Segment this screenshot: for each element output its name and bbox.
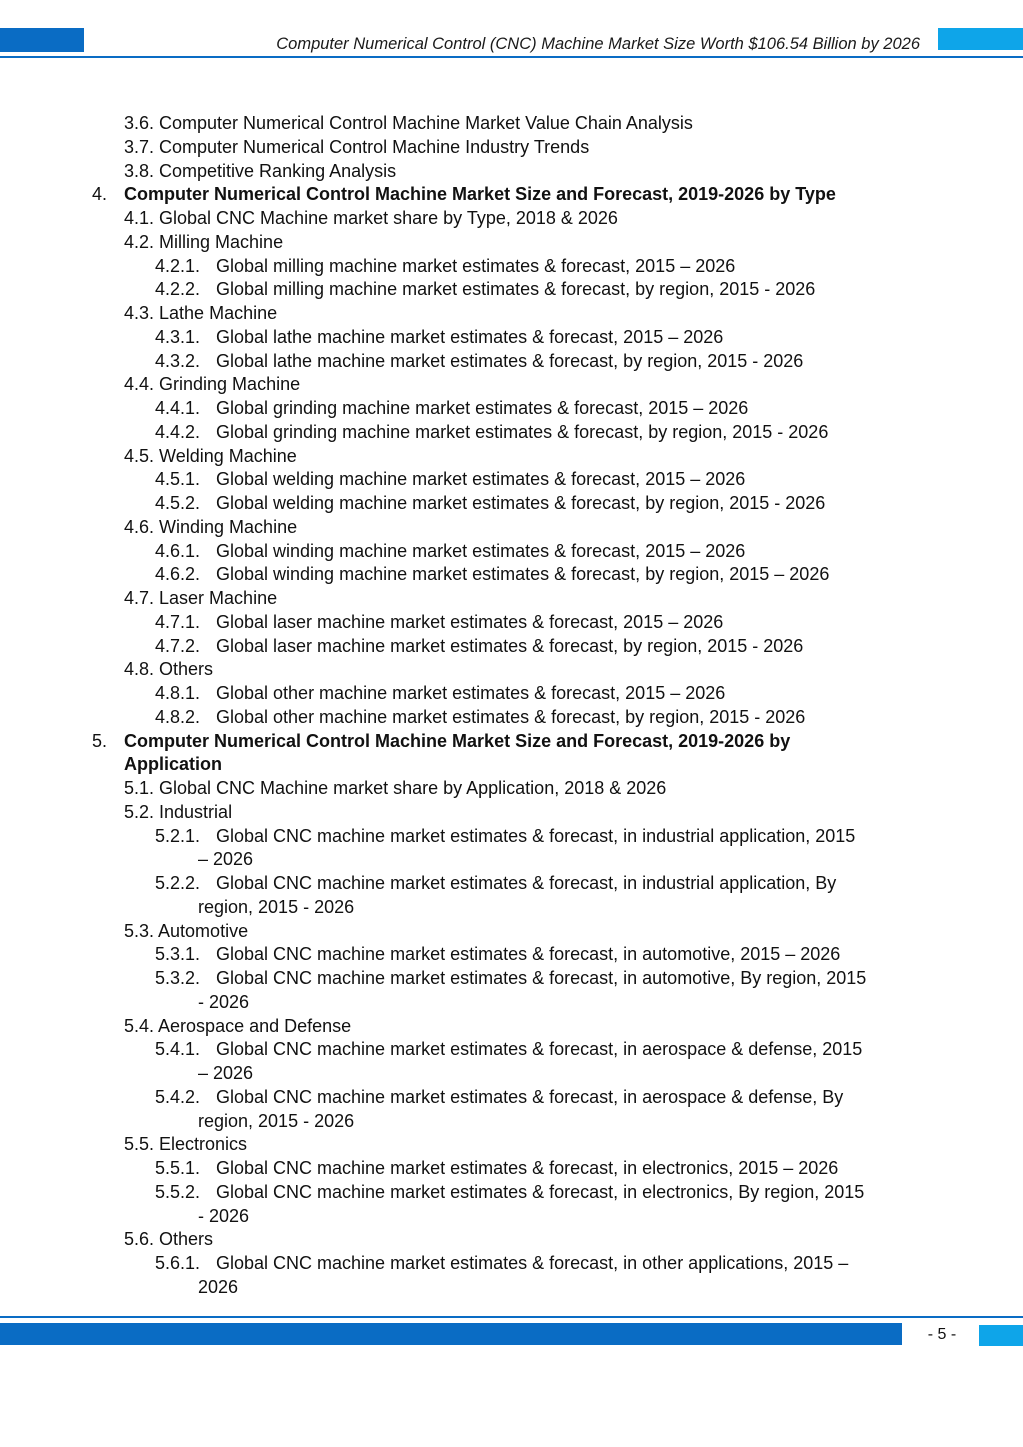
page-number: - 5 - <box>927 1326 957 1343</box>
toc-entry-number: 5.3.1. <box>155 944 201 965</box>
toc-entry-number: 4.3.1. <box>155 326 201 347</box>
toc-entry-level-3 <box>0 635 1023 659</box>
toc-entry-continuation-text: region, 2015 - 2026 <box>198 1110 355 1131</box>
toc-entry-text: 5.3. Automotive <box>124 920 249 941</box>
toc-entry-text: 4.8. Others <box>124 659 214 680</box>
toc-entry-level-3 <box>0 1086 1023 1110</box>
toc-entry-level-3 <box>0 350 1023 374</box>
document-header-title: Computer Numerical Control (CNC) Machine Market Size Worth $106.54 Billion by 2026 <box>276 35 920 53</box>
toc-entry-continuation <box>0 1276 1023 1300</box>
toc-entry-continuation-text: – 2026 <box>198 849 254 870</box>
toc-entry-level-2 <box>0 658 1023 682</box>
toc-entry-text: 3.8. Competitive Ranking Analysis <box>124 160 397 181</box>
toc-entry-level-2 <box>0 587 1023 611</box>
toc-entry-level-3 <box>0 872 1023 896</box>
toc-entry-number: 5.5.2. <box>155 1181 201 1202</box>
toc-entry-continuation <box>0 753 1023 777</box>
toc-entry-level-3 <box>0 421 1023 445</box>
header-divider <box>0 56 1023 58</box>
footer-accent-block-right <box>979 1325 1023 1346</box>
toc-entry-level-3 <box>0 397 1023 421</box>
toc-entry-text: Global grinding machine market estimates & forecast, 2015 – 2026 <box>216 398 749 418</box>
toc-entry-number: 4.6.1. <box>155 540 201 561</box>
toc-entry-number: 4.4.2. <box>155 421 201 442</box>
toc-entry-text: Global CNC machine market estimates & forecast, in automotive, By region, 2015 <box>216 968 867 988</box>
toc-entry-text: Global CNC machine market estimates & forecast, in other applications, 2015 – <box>216 1253 849 1273</box>
toc-entry-level-2 <box>0 1228 1023 1252</box>
toc-entry-number: 5.3.2. <box>155 968 201 988</box>
toc-entry-text: Global lathe machine market estimates & forecast, 2015 – 2026 <box>216 326 724 347</box>
toc-entry-text: 3.6. Computer Numerical Control Machine Market Value Chain Analysis <box>124 113 693 133</box>
toc-entry-text: Global milling machine market estimates & forecast, 2015 – 2026 <box>216 255 736 276</box>
header-accent-bar-right <box>938 28 1023 50</box>
toc-entry-continuation <box>0 896 1023 920</box>
toc-entry-level-1 <box>0 183 1023 207</box>
toc-entry-number: 4.8.1. <box>155 683 201 703</box>
toc-entry-level-3 <box>0 1252 1023 1276</box>
toc-entry-text: Global milling machine market estimates & forecast, by region, 2015 - 2026 <box>216 279 816 300</box>
toc-entry-level-2 <box>0 112 1023 136</box>
toc-entry-level-2 <box>0 373 1023 397</box>
toc-entry-level-2 <box>0 302 1023 326</box>
toc-entry-level-3 <box>0 1157 1023 1181</box>
toc-entry-text: 5.5. Electronics <box>124 1134 248 1155</box>
toc-entry-level-3 <box>0 278 1023 302</box>
toc-entry-text: Global CNC machine market estimates & forecast, in industrial application, By <box>216 873 837 893</box>
toc-entry-level-3 <box>0 563 1023 587</box>
toc-entry-number: 5.4.1. <box>155 1039 201 1060</box>
toc-entry-text: Global other machine market estimates & forecast, 2015 – 2026 <box>216 683 726 703</box>
toc-entry-level-3 <box>0 255 1023 279</box>
toc-entry-text: Global other machine market estimates & forecast, by region, 2015 - 2026 <box>216 706 806 727</box>
toc-entry-level-3 <box>0 682 1023 706</box>
toc-entry-continuation-text: - 2026 <box>198 991 250 1012</box>
toc-entry-text: Global grinding machine market estimates & forecast, by region, 2015 - 2026 <box>216 421 829 442</box>
toc-entry-text: Global CNC machine market estimates & forecast, in automotive, 2015 – 2026 <box>216 944 841 965</box>
toc-entry-text: Computer Numerical Control Machine Market Size and Forecast, 2019-2026 by <box>124 730 791 751</box>
toc-entry-text: Global laser machine market estimates & forecast, by region, 2015 - 2026 <box>216 635 804 656</box>
toc-entry-text: Global CNC machine market estimates & forecast, in aerospace & defense, 2015 <box>216 1039 863 1060</box>
toc-entry-text: 4.7. Laser Machine <box>124 588 278 608</box>
toc-entry-number: 4.6.2. <box>155 564 201 585</box>
toc-entry-text: Global CNC machine market estimates & forecast, in electronics, By region, 2015 <box>216 1181 865 1202</box>
toc-entry-level-2 <box>0 231 1023 255</box>
toc-entry-number: 4.3.2. <box>155 350 201 371</box>
toc-entry-level-2 <box>0 207 1023 231</box>
toc-entry-level-3 <box>0 611 1023 635</box>
toc-entry-text: Global CNC machine market estimates & forecast, in electronics, 2015 – 2026 <box>216 1158 839 1178</box>
toc-entry-continuation-text: - 2026 <box>198 1205 250 1226</box>
toc-entry-continuation <box>0 848 1023 872</box>
toc-entry-number: 4.7.1. <box>155 611 201 632</box>
toc-entry-level-2 <box>0 516 1023 540</box>
toc-entry-level-1 <box>0 730 1023 754</box>
toc-entry-number: 4.5.1. <box>155 469 201 490</box>
toc-entry-level-2 <box>0 445 1023 469</box>
toc-entry-level-2 <box>0 920 1023 944</box>
toc-entry-level-3 <box>0 967 1023 991</box>
toc-entry-number: 4.5.2. <box>155 493 201 513</box>
toc-entry-level-3 <box>0 468 1023 492</box>
toc-entry-number: 4. <box>92 184 108 205</box>
toc-entry-number: 5.6.1. <box>155 1253 201 1273</box>
toc-entry-text: Global CNC machine market estimates & forecast, in aerospace & defense, By <box>216 1086 844 1107</box>
toc-entry-number: 4.4.1. <box>155 398 201 418</box>
table-of-contents <box>0 112 1023 1300</box>
toc-entry-text: Global winding machine market estimates & forecast, by region, 2015 – 2026 <box>216 564 830 585</box>
toc-entry-level-2 <box>0 160 1023 184</box>
toc-entry-level-2 <box>0 777 1023 801</box>
toc-entry-level-2 <box>0 1133 1023 1157</box>
toc-entry-text: Global lathe machine market estimates & forecast, by region, 2015 - 2026 <box>216 350 804 371</box>
toc-entry-text: Global winding machine market estimates & forecast, 2015 – 2026 <box>216 540 746 561</box>
toc-entry-continuation <box>0 1062 1023 1086</box>
toc-entry-level-3 <box>0 825 1023 849</box>
toc-entry-text: 4.3. Lathe Machine <box>124 303 278 323</box>
toc-entry-number: 4.8.2. <box>155 706 201 727</box>
toc-entry-level-2 <box>0 801 1023 825</box>
toc-entry-text: 4.5. Welding Machine <box>124 445 297 466</box>
toc-entry-continuation <box>0 1205 1023 1229</box>
footer-divider <box>0 1316 1023 1318</box>
toc-entry-text: 5.1. Global CNC Machine market share by Application, 2018 & 2026 <box>124 778 667 798</box>
toc-entry-level-3 <box>0 326 1023 350</box>
toc-entry-level-3 <box>0 540 1023 564</box>
toc-entry-level-3 <box>0 1181 1023 1205</box>
toc-entry-text: 4.4. Grinding Machine <box>124 374 301 395</box>
toc-entry-text: 4.1. Global CNC Machine market share by Type, 2018 & 2026 <box>124 208 618 228</box>
toc-entry-text: 5.6. Others <box>124 1229 214 1250</box>
toc-entry-number: 5.2.2. <box>155 873 201 893</box>
toc-entry-number: 5.2.1. <box>155 825 201 846</box>
toc-entry-text: Global laser machine market estimates & forecast, 2015 – 2026 <box>216 611 724 632</box>
toc-entry-text: 4.6. Winding Machine <box>124 516 298 537</box>
toc-entry-level-3 <box>0 706 1023 730</box>
toc-entry-continuation <box>0 991 1023 1015</box>
toc-entry-text: Global welding machine market estimates & forecast, 2015 – 2026 <box>216 469 746 490</box>
toc-entry-number: 4.2.2. <box>155 279 201 300</box>
toc-entry-text: 4.2. Milling Machine <box>124 231 284 252</box>
toc-entry-continuation-text: region, 2015 - 2026 <box>198 896 355 917</box>
toc-entry-continuation-text: 2026 <box>198 1276 239 1297</box>
toc-entry-number: 5.5.1. <box>155 1158 201 1178</box>
toc-entry-text: 5.2. Industrial <box>124 801 233 822</box>
toc-entry-number: 4.7.2. <box>155 635 201 656</box>
toc-entry-level-2 <box>0 136 1023 160</box>
footer-accent-bar <box>0 1323 902 1345</box>
toc-entry-text: 5.4. Aerospace and Defense <box>124 1015 352 1036</box>
toc-entry-continuation-text: Application <box>124 754 222 775</box>
toc-entry-number: 5.4.2. <box>155 1086 201 1107</box>
toc-entry-number: 5. <box>92 730 108 751</box>
toc-entry-level-2 <box>0 1015 1023 1039</box>
toc-entry-text: 3.7. Computer Numerical Control Machine Industry Trends <box>124 136 590 157</box>
toc-entry-level-3 <box>0 1038 1023 1062</box>
toc-entry-level-3 <box>0 492 1023 516</box>
toc-entry-continuation-text: – 2026 <box>198 1063 254 1083</box>
toc-entry-text: Global CNC machine market estimates & forecast, in industrial application, 2015 <box>216 825 856 846</box>
toc-entry-number: 4.2.1. <box>155 255 201 276</box>
toc-entry-text: Global welding machine market estimates & forecast, by region, 2015 - 2026 <box>216 493 826 513</box>
header-accent-bar-left <box>0 28 84 52</box>
toc-entry-continuation <box>0 1110 1023 1134</box>
toc-entry-text: Computer Numerical Control Machine Market Size and Forecast, 2019-2026 by Type <box>124 184 836 205</box>
toc-entry-level-3 <box>0 943 1023 967</box>
